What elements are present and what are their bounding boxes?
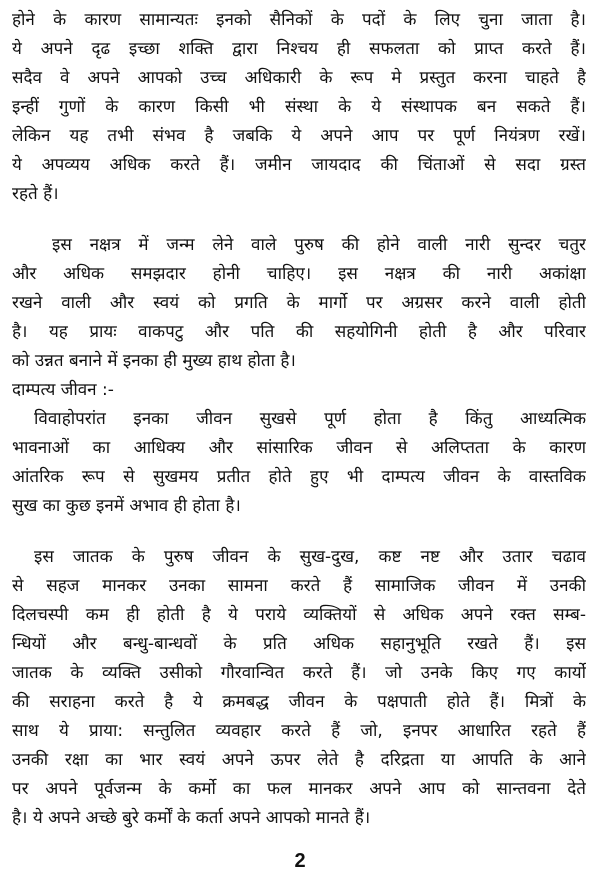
paragraph-social-life bbox=[12, 543, 586, 833]
text-line: सुख का कुछ इनमें अभाव ही होता है। bbox=[12, 496, 241, 516]
text-line: है। ये अपने अच्छे बुरे कर्मों के कर्ता अपने आपको मानते हैं। bbox=[12, 808, 371, 828]
text-line: सदैव वे अपने आपको उच्च अधिकारी के रूप मे प्रस्तुत करना चाहते है bbox=[12, 68, 586, 88]
text-line: से सहज मानकर उनका सामना करते हैं सामाजिक जीवन में उनकी bbox=[12, 576, 586, 596]
text-line: ये अपव्यय अधिक करते हैं। जमीन जायदाद की चिंताओं से सदा ग्रस्त bbox=[12, 155, 586, 175]
text-line: की सराहना करते है ये क्रमबद्ध जीवन के पक्षपाती होते हैं। मित्रों के bbox=[12, 692, 586, 712]
paragraph-gap bbox=[12, 209, 586, 231]
text-line: साथ ये प्राया: सन्तुलित व्यवहार करते हैं जो, इनपर आधारित रहते हैं bbox=[12, 721, 586, 741]
text-line: लेकिन यह तभी संभव है जबकि ये अपने आप पर पूर्ण नियंत्रण रखें। bbox=[12, 126, 586, 146]
text-line: विवाहोपरांत इनका जीवन सुखसे पूर्ण होता है किंतु आध्यत्मिक bbox=[34, 409, 586, 429]
text-line: आंतरिक रूप से सुखमय प्रतीत होते हुए भी दाम्पत्य जीवन के वास्तविक bbox=[12, 467, 586, 487]
text-line: उनकी रक्षा का भार स्वयं अपने ऊपर लेते है दरिद्रता या आपति के आने bbox=[12, 750, 586, 770]
text-line: इन्हीं गुणों के कारण किसी भी संस्था के ये संस्थापक बन सकते हैं। bbox=[12, 97, 586, 117]
text-line: जातक के व्यक्ति उसीको गौरवान्वित करते हैं। जो उनके किए गए कार्यो bbox=[12, 663, 586, 683]
text-line: न्धियों और बन्धु-बान्धवों के प्रति अधिक सहानुभूति रखते हैं। इस bbox=[12, 634, 586, 654]
paragraph-married-life bbox=[12, 405, 586, 521]
section-heading: दाम्पत्य जीवन :- bbox=[12, 380, 114, 400]
paragraph-temperament bbox=[12, 6, 586, 209]
text-line: है। यह प्रायः वाकपटु और पति की सहयोगिनी होती है और परिवार bbox=[12, 322, 586, 342]
text-line: और अधिक समझदार होनी चाहिए। इस नक्षत्र की नारी अकांक्षा bbox=[12, 264, 586, 284]
text-line: पर अपने पूर्वजन्म के कर्मो का फल मानकर अपने आप को सान्तवना देते bbox=[12, 779, 586, 799]
text-line: इस नक्षत्र में जन्म लेने वाले पुरुष की होने वाली नारी सुन्दर चतुर bbox=[52, 235, 586, 255]
text-line: होने के कारण सामान्यतः इनको सैनिकों के पदों के लिए चुना जाता है। bbox=[12, 10, 586, 30]
text-line: रहते हैं। bbox=[12, 184, 59, 204]
text-line: भावनाओं का आधिक्य और सांसारिक जीवन से अलिप्तता के कारण bbox=[12, 438, 586, 458]
text-line: दिलचस्पी कम ही होती है ये पराये व्यक्तियों से अधिक अपने रक्त सम्ब- bbox=[12, 605, 586, 625]
page-number: 2 bbox=[294, 850, 306, 872]
paragraph-gap bbox=[12, 521, 586, 543]
text-line: रखने वाली और स्वयं को प्रगति के मार्गो पर अग्रसर करने वाली होती bbox=[12, 293, 586, 313]
text-line: इस जातक के पुरुष जीवन के सुख-दुख, कष्ट नष्ट और उतार चढाव bbox=[34, 547, 586, 567]
paragraph-spouse bbox=[12, 231, 586, 376]
text-line: को उन्नत बनाने में इनका ही मुख्य हाथ होता है। bbox=[12, 351, 296, 371]
text-line: ये अपने दृढ इच्छा शक्ति द्वारा निश्चय ही सफलता को प्राप्त करते हैं। bbox=[12, 39, 586, 59]
